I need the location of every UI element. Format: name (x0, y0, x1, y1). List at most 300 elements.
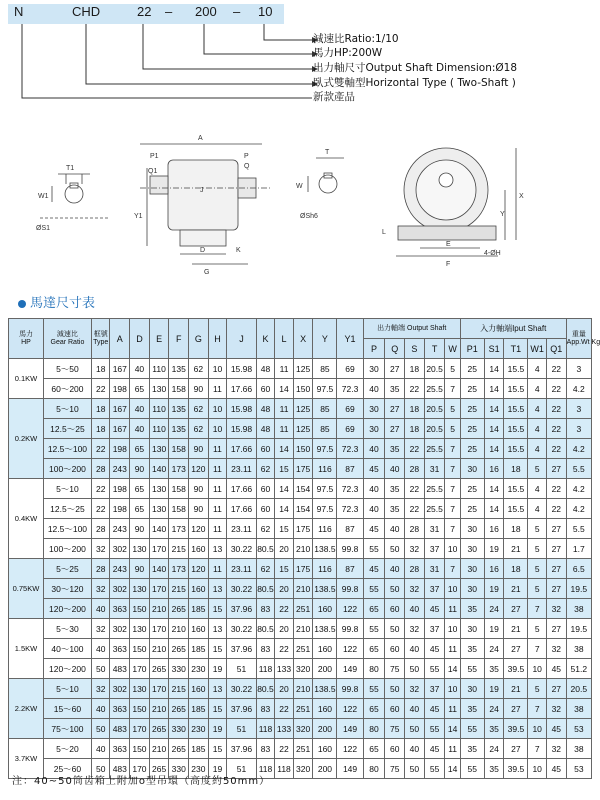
table-cell: 265 (149, 659, 169, 679)
header-col-w: W (445, 339, 460, 359)
table-cell: 60 (385, 739, 405, 759)
table-cell: 25～60 (43, 759, 91, 779)
table-cell: 22 (546, 399, 566, 419)
table-cell: 15.98 (227, 419, 256, 439)
table-cell: 160 (313, 639, 337, 659)
table-cell: 160 (189, 539, 209, 559)
table-cell: 97.5 (313, 439, 337, 459)
table-cell: 11 (275, 419, 294, 439)
table-cell: 32 (546, 599, 566, 619)
table-row (9, 459, 592, 479)
table-cell: 72.3 (337, 379, 363, 399)
table-cell: 97.5 (313, 379, 337, 399)
table-cell: 40 (385, 519, 405, 539)
table-cell: 13 (208, 679, 227, 699)
table-cell: 265 (149, 719, 169, 739)
table-cell: 80.5 (256, 679, 275, 699)
table-cell: 99.8 (337, 679, 363, 699)
table-cell: 45 (546, 719, 566, 739)
table-cell: 135 (169, 359, 189, 379)
table-cell: 160 (313, 739, 337, 759)
bullet-dot-icon (18, 300, 26, 308)
table-row (9, 579, 592, 599)
table-cell: 24 (484, 639, 504, 659)
table-cell: 4 (528, 499, 547, 519)
table-cell: 7 (528, 599, 547, 619)
table-cell: 22 (91, 479, 110, 499)
table-cell: 48 (256, 419, 275, 439)
table-row (9, 359, 592, 379)
table-cell: 116 (313, 519, 337, 539)
table-cell: 210 (149, 739, 169, 759)
table-cell: 302 (110, 679, 130, 699)
table-cell: 320 (293, 659, 313, 679)
table-cell: 15.5 (504, 439, 528, 459)
table-cell: 3 (566, 399, 591, 419)
table-cell: 32 (405, 579, 425, 599)
table-cell: 40 (405, 639, 425, 659)
table-cell: 210 (149, 639, 169, 659)
table-cell: 18 (91, 359, 110, 379)
table-cell: 18 (504, 519, 528, 539)
table-cell: 60 (385, 639, 405, 659)
table-cell: 185 (189, 639, 209, 659)
table-cell: 5～50 (43, 359, 91, 379)
table-cell: 35 (484, 659, 504, 679)
table-cell: 85 (313, 419, 337, 439)
table-cell: 302 (110, 539, 130, 559)
table-cell: 138.5 (313, 579, 337, 599)
table-cell: 5 (528, 539, 547, 559)
table-cell: 23.11 (227, 519, 256, 539)
explain-new: 新款產品 (313, 91, 355, 103)
header-col-h: H (208, 319, 227, 359)
footnote: 注：40~50筒齿箱上附加o型吊環（高度約50mm） (12, 776, 271, 787)
table-cell: 50 (91, 759, 110, 779)
table-cell: 24 (484, 599, 504, 619)
cell-hp: 0.2KW (9, 399, 44, 479)
header-frame-line2: Type (93, 338, 109, 346)
table-cell: 37 (424, 679, 445, 699)
table-cell: 31 (424, 459, 445, 479)
table-cell: 35 (385, 439, 405, 459)
label-f: F (446, 261, 451, 268)
code-power: 200 (195, 4, 217, 19)
table-cell: 50 (385, 579, 405, 599)
table-cell: 20.5 (566, 679, 591, 699)
table-cell: 14 (445, 759, 460, 779)
table-cell: 7 (528, 739, 547, 759)
table-cell: 118 (275, 759, 294, 779)
table-cell: 130 (149, 499, 169, 519)
table-cell: 39.5 (504, 659, 528, 679)
label-h: 4-ØH (484, 250, 501, 257)
table-row (9, 599, 592, 619)
table-cell: 130 (130, 619, 150, 639)
table-cell: 15 (208, 599, 227, 619)
table-cell: 50 (385, 679, 405, 699)
table-row (9, 439, 592, 459)
table-cell: 37.96 (227, 739, 256, 759)
table-cell: 35 (460, 739, 484, 759)
table-cell: 16 (484, 519, 504, 539)
table-cell: 230 (189, 759, 209, 779)
table-row (9, 519, 592, 539)
table-cell: 5 (528, 679, 547, 699)
table-cell: 30 (460, 539, 484, 559)
table-cell: 19.5 (566, 619, 591, 639)
table-cell: 19 (484, 619, 504, 639)
table-cell: 45 (363, 519, 385, 539)
table-cell: 320 (293, 759, 313, 779)
table-cell: 116 (313, 559, 337, 579)
table-cell: 160 (313, 599, 337, 619)
header-col-q1: Q1 (546, 339, 566, 359)
table-cell: 21 (504, 619, 528, 639)
table-cell: 12.5～25 (43, 419, 91, 439)
table-cell: 25.5 (424, 379, 445, 399)
table-cell: 55 (460, 659, 484, 679)
table-cell: 13 (208, 619, 227, 639)
table-cell: 158 (169, 379, 189, 399)
table-cell: 22 (546, 379, 566, 399)
table-cell: 130 (149, 379, 169, 399)
table-cell: 14 (275, 499, 294, 519)
table-cell: 90 (189, 479, 209, 499)
table-cell: 130 (149, 439, 169, 459)
table-cell: 12.5～100 (43, 439, 91, 459)
table-cell: 210 (169, 619, 189, 639)
table-cell: 5.5 (566, 459, 591, 479)
header-col-a: A (110, 319, 130, 359)
table-cell: 55 (424, 659, 445, 679)
table-cell: 10 (208, 359, 227, 379)
table-cell: 28 (91, 559, 110, 579)
table-cell: 37.96 (227, 639, 256, 659)
table-cell: 18 (91, 399, 110, 419)
label-sh6: ØSh6 (300, 213, 318, 220)
table-cell: 14 (275, 439, 294, 459)
table-cell: 97.5 (313, 499, 337, 519)
table-cell: 40 (91, 699, 110, 719)
table-cell: 53 (566, 719, 591, 739)
table-cell: 80.5 (256, 579, 275, 599)
table-cell: 18 (504, 559, 528, 579)
table-cell: 22 (91, 439, 110, 459)
table-cell: 85 (313, 399, 337, 419)
table-cell: 215 (169, 539, 189, 559)
table-cell: 51 (227, 759, 256, 779)
code-dash-1: – (165, 4, 173, 19)
table-cell: 37 (424, 539, 445, 559)
input-shaft-drawing (40, 174, 110, 218)
table-cell: 173 (169, 459, 189, 479)
header-output-shaft: 出力軸端 Output Shaft (363, 319, 460, 339)
table-cell: 4 (528, 379, 547, 399)
table-cell: 133 (275, 659, 294, 679)
table-cell: 210 (149, 599, 169, 619)
table-cell: 230 (189, 719, 209, 739)
table-cell: 125 (293, 359, 313, 379)
table-cell: 110 (149, 359, 169, 379)
table-cell: 53 (566, 759, 591, 779)
label-y: Y (500, 211, 505, 218)
table-cell: 90 (189, 379, 209, 399)
table-cell: 51 (227, 719, 256, 739)
table-cell: 32 (546, 639, 566, 659)
table-cell: 14 (484, 499, 504, 519)
table-cell: 215 (169, 679, 189, 699)
table-cell: 170 (130, 659, 150, 679)
explain-type: 臥式雙軸型Horizontal Type ( Two-Shaft ) (313, 77, 516, 89)
table-cell: 30 (460, 679, 484, 699)
table-cell: 27 (385, 399, 405, 419)
table-cell: 35 (460, 599, 484, 619)
header-col-f: F (169, 319, 189, 359)
header-col-s1: S1 (484, 339, 504, 359)
table-cell: 10 (528, 759, 547, 779)
explain-shaft: 出力軸尺寸Output Shaft Dimension:Ø18 (313, 62, 518, 74)
table-cell: 11 (208, 519, 227, 539)
table-cell: 14 (275, 379, 294, 399)
cell-hp: 0.75KW (9, 559, 44, 619)
table-cell: 130 (149, 479, 169, 499)
table-cell: 35 (460, 639, 484, 659)
table-cell: 7 (528, 639, 547, 659)
table-cell: 265 (169, 699, 189, 719)
table-cell: 40 (385, 459, 405, 479)
table-cell: 40 (363, 499, 385, 519)
table-cell: 122 (337, 699, 363, 719)
cell-hp: 0.4KW (9, 479, 44, 559)
table-cell: 25 (460, 499, 484, 519)
header-weight-line2: App.Wt Kg (566, 338, 600, 346)
table-cell: 18 (405, 399, 425, 419)
table-cell: 483 (110, 719, 130, 739)
table-cell: 150 (130, 599, 150, 619)
table-cell: 35 (385, 479, 405, 499)
table-cell: 15 (275, 459, 294, 479)
table-cell: 75 (385, 659, 405, 679)
label-a: A (198, 135, 203, 142)
table-cell: 30～120 (43, 579, 91, 599)
table-cell: 15 (208, 639, 227, 659)
table-cell: 37 (424, 619, 445, 639)
table-cell: 45 (424, 639, 445, 659)
table-cell: 11 (445, 699, 460, 719)
table-cell: 158 (169, 499, 189, 519)
table-cell: 30 (460, 559, 484, 579)
table-cell: 27 (546, 679, 566, 699)
table-cell: 27 (504, 739, 528, 759)
table-cell: 38 (566, 599, 591, 619)
table-cell: 60 (256, 479, 275, 499)
table-cell: 265 (149, 759, 169, 779)
table-cell: 50 (385, 619, 405, 639)
table-cell: 37.96 (227, 599, 256, 619)
table-row (9, 619, 592, 639)
table-cell: 45 (424, 599, 445, 619)
table-cell: 5.5 (566, 519, 591, 539)
table-cell: 10 (445, 579, 460, 599)
table-cell: 20 (275, 679, 294, 699)
table-cell: 167 (110, 359, 130, 379)
table-cell: 15 (208, 739, 227, 759)
table-cell: 122 (337, 739, 363, 759)
table-cell: 40 (405, 739, 425, 759)
table-cell: 150 (293, 439, 313, 459)
table-cell: 50 (385, 539, 405, 559)
table-cell: 4.2 (566, 479, 591, 499)
table-cell: 75 (385, 759, 405, 779)
table-cell: 5 (445, 419, 460, 439)
table-cell: 125 (293, 419, 313, 439)
table-cell: 35 (385, 499, 405, 519)
table-cell: 23.11 (227, 559, 256, 579)
table-cell: 14 (484, 479, 504, 499)
table-cell: 87 (337, 519, 363, 539)
table-row (9, 559, 592, 579)
table-cell: 80 (363, 659, 385, 679)
output-shaft-drawing (308, 158, 344, 193)
table-cell: 40 (130, 399, 150, 419)
table-cell: 80.5 (256, 539, 275, 559)
table-cell: 330 (169, 719, 189, 739)
table-cell: 62 (256, 559, 275, 579)
table-cell: 35 (385, 379, 405, 399)
label-w1: W1 (38, 193, 49, 200)
table-cell: 40 (91, 739, 110, 759)
table-cell: 20 (275, 579, 294, 599)
table-cell: 19 (208, 759, 227, 779)
table-cell: 62 (189, 419, 209, 439)
table-cell: 5～10 (43, 399, 91, 419)
table-cell: 170 (149, 619, 169, 639)
table-cell: 35 (460, 699, 484, 719)
table-cell: 12.5～25 (43, 499, 91, 519)
table-cell: 83 (256, 639, 275, 659)
table-cell: 15.5 (504, 499, 528, 519)
table-cell: 4.2 (566, 379, 591, 399)
table-cell: 75～100 (43, 719, 91, 739)
table-cell: 12.5～100 (43, 519, 91, 539)
table-cell: 110 (149, 399, 169, 419)
cell-hp: 0.1KW (9, 359, 44, 399)
table-cell: 7 (528, 699, 547, 719)
table-cell: 302 (110, 579, 130, 599)
table-cell: 62 (256, 459, 275, 479)
table-cell: 122 (337, 599, 363, 619)
table-cell: 87 (337, 559, 363, 579)
table-cell: 118 (256, 759, 275, 779)
table-cell: 40 (130, 419, 150, 439)
table-cell: 80 (363, 719, 385, 739)
table-cell: 69 (337, 359, 363, 379)
table-cell: 210 (293, 619, 313, 639)
table-cell: 120 (189, 559, 209, 579)
table-cell: 138.5 (313, 679, 337, 699)
table-cell: 99.8 (337, 539, 363, 559)
table-cell: 11 (208, 499, 227, 519)
code-leader-lines (0, 0, 600, 120)
table-cell: 5～20 (43, 739, 91, 759)
table-cell: 90 (130, 459, 150, 479)
table-cell: 483 (110, 659, 130, 679)
table-cell: 175 (293, 459, 313, 479)
table-cell: 363 (110, 639, 130, 659)
table-cell: 175 (293, 559, 313, 579)
table-cell: 65 (130, 479, 150, 499)
table-cell: 1.7 (566, 539, 591, 559)
table-cell: 11 (208, 379, 227, 399)
table-cell: 14 (484, 439, 504, 459)
table-cell: 60 (256, 379, 275, 399)
table-cell: 50 (405, 759, 425, 779)
table-cell: 62 (256, 519, 275, 539)
table-cell: 65 (130, 499, 150, 519)
table-cell: 21 (504, 539, 528, 559)
table-cell: 24 (484, 739, 504, 759)
table-cell: 16 (484, 459, 504, 479)
table-cell: 55 (363, 619, 385, 639)
table-cell: 10 (528, 659, 547, 679)
table-cell: 39.5 (504, 719, 528, 739)
table-row (9, 719, 592, 739)
table-cell: 5 (528, 619, 547, 639)
table-cell: 48 (256, 359, 275, 379)
table-cell: 75 (385, 719, 405, 739)
table-cell: 22 (275, 699, 294, 719)
table-cell: 27 (385, 359, 405, 379)
table-cell: 10 (445, 539, 460, 559)
table-cell: 185 (189, 739, 209, 759)
table-cell: 14 (445, 719, 460, 739)
table-row (9, 379, 592, 399)
table-cell: 133 (275, 719, 294, 739)
table-cell: 65 (363, 699, 385, 719)
table-cell: 38 (566, 639, 591, 659)
table-cell: 15 (275, 519, 294, 539)
table-cell: 150 (130, 639, 150, 659)
table-cell: 175 (293, 519, 313, 539)
table-cell: 5～10 (43, 479, 91, 499)
table-cell: 198 (110, 499, 130, 519)
table-cell: 22 (91, 499, 110, 519)
table-cell: 31 (424, 559, 445, 579)
table-cell: 160 (189, 579, 209, 599)
table-cell: 363 (110, 599, 130, 619)
table-cell: 15 (208, 699, 227, 719)
table-cell: 50 (405, 659, 425, 679)
table-cell: 4 (528, 359, 547, 379)
table-cell: 140 (149, 519, 169, 539)
table-cell: 50 (91, 719, 110, 739)
table-cell: 265 (169, 739, 189, 759)
table-cell: 198 (110, 439, 130, 459)
table-cell: 38 (566, 739, 591, 759)
table-cell: 5～25 (43, 559, 91, 579)
table-cell: 99.8 (337, 619, 363, 639)
label-q1: Q1 (148, 168, 158, 175)
table-cell: 15.5 (504, 399, 528, 419)
table-row (9, 659, 592, 679)
table-cell: 30.22 (227, 679, 256, 699)
table-cell: 5～30 (43, 619, 91, 639)
table-cell: 15 (275, 559, 294, 579)
table-cell: 27 (546, 539, 566, 559)
table-cell: 14 (484, 419, 504, 439)
table-cell: 7 (445, 519, 460, 539)
